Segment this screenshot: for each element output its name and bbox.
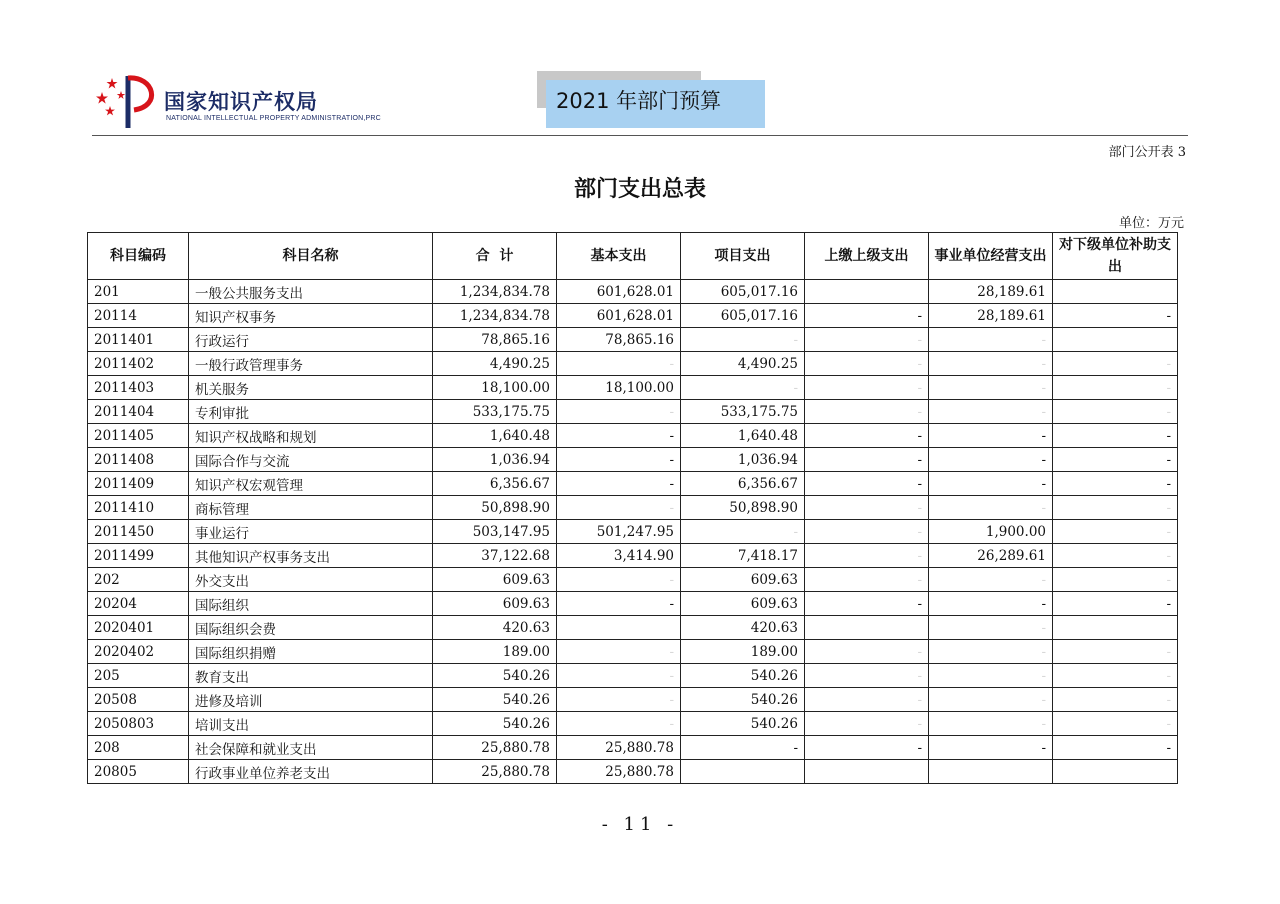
cell-name: 国际组织 — [189, 592, 433, 616]
cell-name: 国际组织捐赠 — [189, 640, 433, 664]
cell-basic: 501,247.95 — [557, 520, 681, 544]
cell-code: 2011403 — [88, 376, 189, 400]
cell-subsidy — [1053, 760, 1178, 784]
cell-total: 1,036.94 — [433, 448, 557, 472]
cell-basic — [557, 616, 681, 640]
cell-code: 2020401 — [88, 616, 189, 640]
form-number: 部门公开表 3 — [1108, 145, 1186, 160]
cell-upper — [805, 280, 929, 304]
cell-project: - — [681, 520, 805, 544]
cell-upper: - — [805, 664, 929, 688]
col-header-project: 项目支出 — [681, 233, 805, 280]
cell-subsidy — [1053, 616, 1178, 640]
table-row — [88, 760, 1178, 784]
cell-project: 533,175.75 — [681, 400, 805, 424]
cell-subsidy: - — [1053, 352, 1178, 376]
cell-name: 行政事业单位养老支出 — [189, 760, 433, 784]
cell-project: 7,418.17 — [681, 544, 805, 568]
cell-code: 20114 — [88, 304, 189, 328]
cell-operating: 26,289.61 — [929, 544, 1053, 568]
cell-code: 208 — [88, 736, 189, 760]
cell-upper: - — [805, 448, 929, 472]
cell-name: 培训支出 — [189, 712, 433, 736]
cell-code: 20805 — [88, 760, 189, 784]
cell-subsidy: - — [1053, 736, 1178, 760]
cell-basic: - — [557, 688, 681, 712]
table-row — [88, 304, 1178, 328]
cell-operating: - — [929, 640, 1053, 664]
cell-basic: 601,628.01 — [557, 280, 681, 304]
cell-code: 2011409 — [88, 472, 189, 496]
table-row — [88, 640, 1178, 664]
cell-upper: - — [805, 520, 929, 544]
cell-code: 2011450 — [88, 520, 189, 544]
cell-basic: - — [557, 496, 681, 520]
cell-upper: - — [805, 688, 929, 712]
cell-upper: - — [805, 496, 929, 520]
cell-basic: - — [557, 568, 681, 592]
agency-logo — [92, 70, 412, 132]
cell-code: 2011408 — [88, 448, 189, 472]
cell-project: 4,490.25 — [681, 352, 805, 376]
cell-project: - — [681, 376, 805, 400]
cell-subsidy: - — [1053, 376, 1178, 400]
col-header-name: 科目名称 — [189, 233, 433, 280]
table-row — [88, 520, 1178, 544]
cell-upper: - — [805, 352, 929, 376]
cell-basic: - — [557, 448, 681, 472]
cell-upper: - — [805, 736, 929, 760]
cell-basic: - — [557, 400, 681, 424]
cell-project: 605,017.16 — [681, 280, 805, 304]
cell-operating: - — [929, 592, 1053, 616]
cell-project: 1,640.48 — [681, 424, 805, 448]
table-row — [88, 280, 1178, 304]
cell-subsidy: - — [1053, 544, 1178, 568]
cell-code: 2020402 — [88, 640, 189, 664]
cell-total: 37,122.68 — [433, 544, 557, 568]
cell-total: 189.00 — [433, 640, 557, 664]
cell-name: 进修及培训 — [189, 688, 433, 712]
cell-name: 知识产权事务 — [189, 304, 433, 328]
cell-name: 机关服务 — [189, 376, 433, 400]
cell-operating: - — [929, 616, 1053, 640]
cell-basic: - — [557, 664, 681, 688]
cell-subsidy: - — [1053, 640, 1178, 664]
cell-subsidy: - — [1053, 448, 1178, 472]
logo-english-name: NATIONAL INTELLECTUAL PROPERTY ADMINISTRATION,PRC — [166, 115, 381, 122]
cell-code: 2050803 — [88, 712, 189, 736]
cell-basic: 25,880.78 — [557, 760, 681, 784]
cell-project: 420.63 — [681, 616, 805, 640]
table-row — [88, 736, 1178, 760]
table-row — [88, 712, 1178, 736]
cnipa-emblem-icon — [92, 70, 162, 132]
logo-chinese-name: 国家知识产权局 — [164, 90, 318, 114]
table-row — [88, 424, 1178, 448]
cell-subsidy: - — [1053, 400, 1178, 424]
cell-basic: - — [557, 424, 681, 448]
cell-project: 540.26 — [681, 712, 805, 736]
cell-upper: - — [805, 304, 929, 328]
cell-name: 国际合作与交流 — [189, 448, 433, 472]
col-header-code: 科目编码 — [88, 233, 189, 280]
cell-project: - — [681, 328, 805, 352]
table-row — [88, 664, 1178, 688]
cell-upper: - — [805, 328, 929, 352]
cell-subsidy — [1053, 328, 1178, 352]
cell-subsidy: - — [1053, 688, 1178, 712]
cell-name: 社会保障和就业支出 — [189, 736, 433, 760]
cell-code: 205 — [88, 664, 189, 688]
cell-operating: - — [929, 376, 1053, 400]
cell-subsidy: - — [1053, 712, 1178, 736]
cell-total: 18,100.00 — [433, 376, 557, 400]
cell-name: 国际组织会费 — [189, 616, 433, 640]
cell-code: 2011499 — [88, 544, 189, 568]
cell-upper: - — [805, 376, 929, 400]
table-row — [88, 544, 1178, 568]
cell-operating: 28,189.61 — [929, 280, 1053, 304]
cell-total: 420.63 — [433, 616, 557, 640]
cell-basic: 601,628.01 — [557, 304, 681, 328]
cell-project: 609.63 — [681, 592, 805, 616]
cell-operating: - — [929, 472, 1053, 496]
cell-subsidy: - — [1053, 424, 1178, 448]
cell-project: 189.00 — [681, 640, 805, 664]
cell-project: - — [681, 736, 805, 760]
col-header-operating: 事业单位经营支出 — [929, 233, 1053, 280]
table-row — [88, 496, 1178, 520]
cell-basic: - — [557, 592, 681, 616]
cell-total: 609.63 — [433, 568, 557, 592]
table-row — [88, 400, 1178, 424]
cell-subsidy: - — [1053, 568, 1178, 592]
cell-operating: - — [929, 496, 1053, 520]
cell-code: 2011404 — [88, 400, 189, 424]
cell-operating: - — [929, 328, 1053, 352]
cell-name: 其他知识产权事务支出 — [189, 544, 433, 568]
cell-total: 533,175.75 — [433, 400, 557, 424]
cell-name: 知识产权宏观管理 — [189, 472, 433, 496]
cell-upper: - — [805, 400, 929, 424]
cell-operating: - — [929, 688, 1053, 712]
cell-total: 50,898.90 — [433, 496, 557, 520]
cell-name: 事业运行 — [189, 520, 433, 544]
col-header-basic: 基本支出 — [557, 233, 681, 280]
cell-project — [681, 760, 805, 784]
cell-basic: 25,880.78 — [557, 736, 681, 760]
cell-total: 540.26 — [433, 664, 557, 688]
cell-upper: - — [805, 544, 929, 568]
cell-subsidy — [1053, 280, 1178, 304]
cell-total: 1,640.48 — [433, 424, 557, 448]
cell-upper: - — [805, 592, 929, 616]
cell-upper: - — [805, 712, 929, 736]
cell-basic: - — [557, 712, 681, 736]
col-header-subsidy: 对下级单位补助支出 — [1053, 233, 1178, 280]
cell-project: 540.26 — [681, 688, 805, 712]
cell-name: 教育支出 — [189, 664, 433, 688]
cell-name: 知识产权战略和规划 — [189, 424, 433, 448]
cell-operating: - — [929, 712, 1053, 736]
cell-basic: - — [557, 352, 681, 376]
cell-upper: - — [805, 568, 929, 592]
cell-upper — [805, 616, 929, 640]
cell-operating: - — [929, 664, 1053, 688]
cell-subsidy: - — [1053, 592, 1178, 616]
cell-name: 外交支出 — [189, 568, 433, 592]
cell-code: 2011410 — [88, 496, 189, 520]
cell-total: 609.63 — [433, 592, 557, 616]
cell-total: 540.26 — [433, 712, 557, 736]
expenditure-table — [87, 232, 1178, 784]
cell-basic: - — [557, 640, 681, 664]
cell-total: 6,356.67 — [433, 472, 557, 496]
cell-basic: - — [557, 472, 681, 496]
cell-name: 商标管理 — [189, 496, 433, 520]
cell-total: 25,880.78 — [433, 736, 557, 760]
cell-project: 540.26 — [681, 664, 805, 688]
col-header-upper: 上缴上级支出 — [805, 233, 929, 280]
cell-name: 专利审批 — [189, 400, 433, 424]
cell-total: 1,234,834.78 — [433, 280, 557, 304]
cell-operating: 1,900.00 — [929, 520, 1053, 544]
cell-operating: - — [929, 448, 1053, 472]
header-divider — [92, 135, 1188, 136]
table-row — [88, 616, 1178, 640]
cell-subsidy: - — [1053, 664, 1178, 688]
cell-project: 50,898.90 — [681, 496, 805, 520]
table-row — [88, 328, 1178, 352]
table-row — [88, 376, 1178, 400]
cell-project: 1,036.94 — [681, 448, 805, 472]
cell-project: 609.63 — [681, 568, 805, 592]
cell-basic: 18,100.00 — [557, 376, 681, 400]
cell-subsidy: - — [1053, 496, 1178, 520]
cell-operating: - — [929, 736, 1053, 760]
cell-operating: - — [929, 568, 1053, 592]
cell-name: 一般行政管理事务 — [189, 352, 433, 376]
table-row — [88, 352, 1178, 376]
cell-total: 540.26 — [433, 688, 557, 712]
cell-operating: - — [929, 352, 1053, 376]
cell-code: 20204 — [88, 592, 189, 616]
cell-code: 201 — [88, 280, 189, 304]
cell-code: 202 — [88, 568, 189, 592]
cell-code: 2011405 — [88, 424, 189, 448]
table-header-row — [88, 233, 1178, 280]
cell-upper: - — [805, 472, 929, 496]
table-row — [88, 472, 1178, 496]
cell-total: 4,490.25 — [433, 352, 557, 376]
unit-label: 单位：万元 — [1118, 216, 1184, 231]
cell-basic: 78,865.16 — [557, 328, 681, 352]
cell-total: 503,147.95 — [433, 520, 557, 544]
cell-total: 25,880.78 — [433, 760, 557, 784]
cell-operating: - — [929, 424, 1053, 448]
cell-name: 行政运行 — [189, 328, 433, 352]
cell-project: 605,017.16 — [681, 304, 805, 328]
table-row — [88, 448, 1178, 472]
cell-upper — [805, 760, 929, 784]
cell-operating: - — [929, 400, 1053, 424]
cell-total: 1,234,834.78 — [433, 304, 557, 328]
cell-upper: - — [805, 640, 929, 664]
cell-name: 一般公共服务支出 — [189, 280, 433, 304]
cell-operating: 28,189.61 — [929, 304, 1053, 328]
page-title: 部门支出总表 — [573, 177, 706, 202]
banner-title: 2021 年部门预算 — [546, 80, 765, 128]
cell-basic: 3,414.90 — [557, 544, 681, 568]
cell-subsidy: - — [1053, 304, 1178, 328]
cell-code: 2011401 — [88, 328, 189, 352]
cell-project: 6,356.67 — [681, 472, 805, 496]
table-row — [88, 568, 1178, 592]
table-row — [88, 592, 1178, 616]
cell-code: 20508 — [88, 688, 189, 712]
cell-upper: - — [805, 424, 929, 448]
cell-total: 78,865.16 — [433, 328, 557, 352]
col-header-total: 合 计 — [433, 233, 557, 280]
cell-code: 2011402 — [88, 352, 189, 376]
page-number: - 11 - — [601, 814, 679, 835]
cell-operating — [929, 760, 1053, 784]
cell-subsidy: - — [1053, 520, 1178, 544]
cell-subsidy: - — [1053, 472, 1178, 496]
table-row — [88, 688, 1178, 712]
